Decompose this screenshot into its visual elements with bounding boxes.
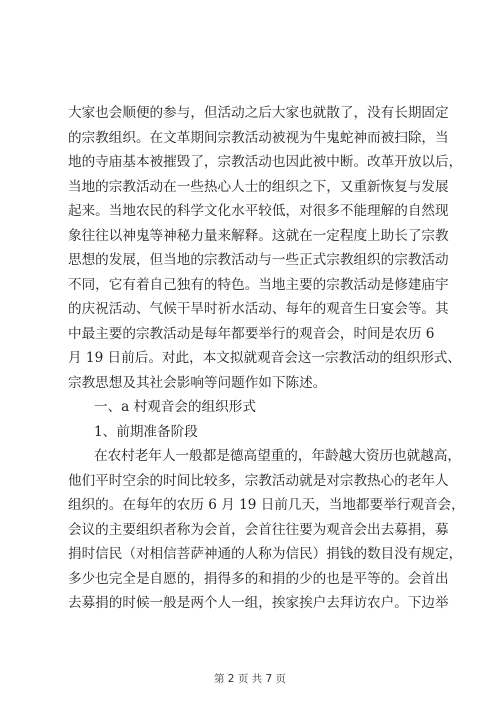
paragraph-line: 的宗教组织。在文革期间宗教活动被视为牛鬼蛇神而被扫除，当 xyxy=(68,129,449,146)
paragraph-line: 的庆祝活动、气候干旱时祈水活动、每年的观音生日宴会等。其 xyxy=(68,301,449,317)
paragraph-line: 捐时信民（对相信菩萨神通的人称为信民）捐钱的数目没有规定， xyxy=(68,546,463,562)
paragraph-line: 思想的发展，但当地的宗教活动与一些正式宗教组织的宗教活动 xyxy=(68,252,449,268)
section-heading: 一、a 村观音会的组织形式 xyxy=(94,399,256,415)
body-text xyxy=(68,101,465,616)
paragraph-line: 宗教思想及其社会影响等问题作如下陈述。 xyxy=(68,374,327,391)
paragraph-line: 不同，它有着自己独有的特色。当地主要的宗教活动是修建庙宇 xyxy=(68,276,449,293)
paragraph-line: 在农村老年人一般都是德高望重的，年龄越大资历也就越高， xyxy=(94,448,462,464)
paragraph-line: 多少也完全是自愿的，捐得多的和捐的少的也是平等的。会首出 xyxy=(68,570,449,587)
paragraph-line: 他们平时空余的时间比较多，宗教活动就是对宗教热心的老年人 xyxy=(68,472,449,489)
paragraph-line: 象往往以神鬼等神秘力量来解释。这就在一定程度上助长了宗教 xyxy=(68,227,449,244)
paragraph-line: 月 19 日前后。对此，本文拟就观音会这一宗教活动的组织形式、 xyxy=(68,350,461,366)
subsection-heading: 1、前期准备阶段 xyxy=(94,423,198,440)
page-footer: 第 2 页 共 7 页 xyxy=(213,673,287,685)
paragraph-line: 去募捐的时候一般是两个人一组，挨家挨户去拜访农户。下边举 xyxy=(68,595,449,611)
paragraph-line: 会议的主要组织者称为会首，会首往往要为观音会出去募捐，募 xyxy=(68,521,449,538)
paragraph-line: 大家也会顺便的参与，但活动之后大家也就散了，没有长期固定 xyxy=(68,105,449,121)
paragraph-line: 起来。当地农民的科学文化水平较低，对很多不能理解的自然现 xyxy=(68,203,449,219)
paragraph-line: 当地的宗教活动在一些热心人士的组织之下，又重新恢复与发展 xyxy=(68,178,449,195)
paragraph-line: 组织的。在每年的农历 6 月 19 日前几天，当地都要举行观音会， xyxy=(68,497,465,513)
paragraph-line: 地的寺庙基本被摧毁了，宗教活动也因此被中断。改革开放以后， xyxy=(68,154,463,170)
paragraph-line: 中最主要的宗教活动是每年都要举行的观音会，时间是农历 6 xyxy=(68,325,435,342)
